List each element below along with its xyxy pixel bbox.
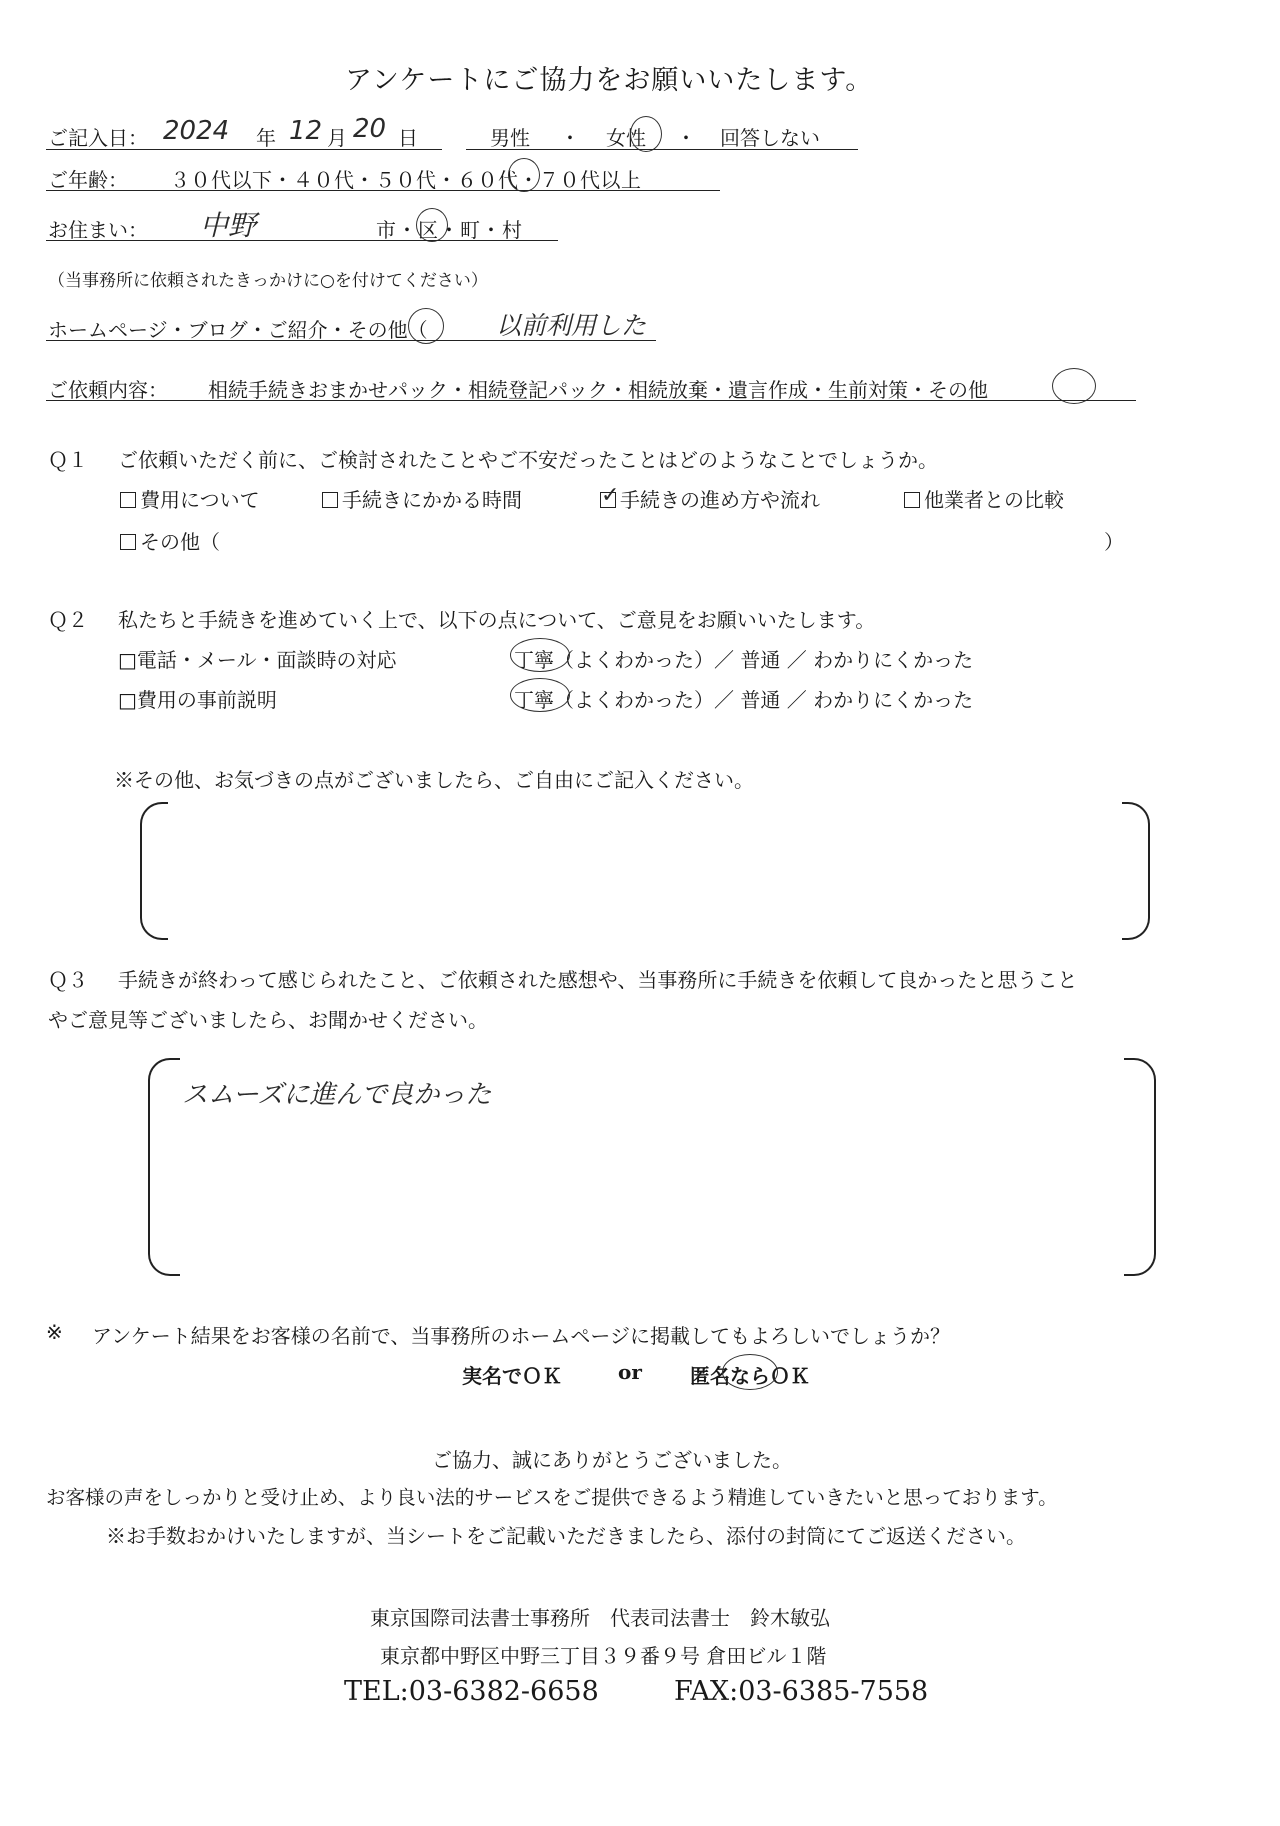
entry-date-day-unit: 日 bbox=[398, 126, 418, 150]
entry-date-month: 12 bbox=[289, 116, 323, 146]
q1-process-checkbox[interactable] bbox=[600, 483, 620, 508]
q2-comment-bracket-left bbox=[140, 802, 168, 940]
trigger-underline bbox=[46, 340, 656, 341]
q1-option-other[interactable] bbox=[120, 526, 220, 555]
q3-answer-bracket-right bbox=[1124, 1058, 1156, 1276]
publish-or: or bbox=[618, 1360, 642, 1384]
q1-compare-checkbox[interactable] bbox=[904, 492, 920, 508]
entry-date-label: ご記入日： bbox=[48, 126, 148, 150]
age-underline bbox=[46, 190, 720, 191]
residence-label: お住まい： bbox=[48, 218, 148, 242]
residence-underline bbox=[46, 240, 558, 241]
request-label: ご依頼内容： bbox=[48, 378, 168, 402]
q2-number: Ｑ２ bbox=[48, 608, 88, 632]
q1-option-cost[interactable] bbox=[120, 484, 260, 513]
q1-cost-checkbox[interactable] bbox=[120, 492, 136, 508]
q3-answer-bracket-left bbox=[148, 1058, 180, 1276]
entry-date-month-unit: 月 bbox=[327, 126, 347, 150]
gender-male[interactable]: 男性 bbox=[490, 126, 530, 150]
publish-anonymous-option[interactable]: 匿名ならＯＫ bbox=[690, 1364, 810, 1388]
gender-female-circle bbox=[630, 116, 662, 152]
q2-comment-bracket-right bbox=[1122, 802, 1150, 940]
age-60s-circle bbox=[508, 158, 540, 192]
q2-row1-label: □電話・メール・面談時の対応 bbox=[118, 648, 397, 672]
q1-question: ご依頼いただく前に、ご検討されたことやご不安だったことはどのようなことでしょうか。 bbox=[118, 448, 938, 472]
q2-row1-circle bbox=[510, 638, 570, 672]
q1-option-time[interactable] bbox=[322, 484, 522, 513]
trigger-options[interactable]: ホームページ・ブログ・ご紹介・その他（ bbox=[48, 318, 428, 342]
q2-note: ※その他、お気づきの点がございましたら、ご自由にご記入ください。 bbox=[114, 768, 754, 792]
footer-tel: TEL:03-6382-6658 bbox=[344, 1676, 599, 1707]
age-options[interactable]: ３０代以下・４０代・５０代・６０代・７０代以上 bbox=[170, 168, 642, 192]
q1-process-label: 手続きの進め方や流れ bbox=[620, 488, 820, 512]
check-icon: ✓ bbox=[601, 483, 620, 508]
q1-option-process[interactable] bbox=[600, 484, 820, 513]
q1-time-label: 手続きにかかる時間 bbox=[342, 488, 522, 512]
trigger-other-value: 以前利用した bbox=[496, 311, 647, 340]
entry-date-year-unit: 年 bbox=[256, 126, 276, 150]
q1-time-checkbox[interactable] bbox=[322, 492, 338, 508]
q2-row2-scale[interactable]: 丁寧（よくわかった）／ 普通 ／ わかりにくかった bbox=[514, 688, 974, 712]
q1-other-close: ） bbox=[1104, 530, 1124, 554]
q1-cost-label: 費用について bbox=[140, 488, 260, 512]
page-title: アンケートにご協力をお願いいたします。 bbox=[345, 65, 874, 96]
entry-date-underline bbox=[46, 149, 442, 150]
gender-female[interactable]: 女性 bbox=[606, 126, 646, 150]
trigger-note: （当事務所に依頼されたきっかけに○を付けてください） bbox=[48, 271, 488, 291]
closing-return-note: ※お手数おかけいたしますが、当シートをご記載いただきましたら、添付の封筒にてご返送ください。 bbox=[106, 1524, 1026, 1548]
footer-office: 東京国際司法書士事務所 代表司法書士 鈴木敏弘 bbox=[370, 1606, 830, 1630]
residence-ku-circle bbox=[416, 208, 448, 242]
q1-other-label: その他（ bbox=[140, 530, 220, 554]
q1-other-checkbox[interactable] bbox=[120, 534, 136, 550]
entry-date-year: 2024 bbox=[163, 116, 230, 146]
closing-message: お客様の声をしっかりと受け止め、より良い法的サービスをご提供できるよう精進していきたいと思っております。 bbox=[46, 1486, 1058, 1509]
age-label: ご年齢： bbox=[48, 168, 128, 192]
request-underline bbox=[46, 400, 1136, 401]
q1-option-compare[interactable] bbox=[904, 484, 1064, 513]
gender-no-answer[interactable]: 回答しない bbox=[720, 126, 820, 150]
publish-anonymous-circle bbox=[722, 1354, 778, 1390]
gender-sep-1: ・ bbox=[560, 126, 580, 150]
footer-fax: FAX:03-6385-7558 bbox=[674, 1676, 929, 1707]
residence-options[interactable]: 市・区・町・村 bbox=[376, 218, 523, 242]
gender-underline bbox=[466, 149, 858, 150]
footer-address: 東京都中野区中野三丁目３９番９号 倉田ビル１階 bbox=[380, 1644, 827, 1668]
q2-row2-label: □費用の事前説明 bbox=[118, 688, 277, 712]
residence-value: 中野 bbox=[200, 209, 257, 242]
gender-sep-2: ・ bbox=[676, 126, 696, 150]
q3-answer: スムーズに進んで良かった bbox=[182, 1080, 492, 1110]
entry-date-day: 20 bbox=[353, 114, 387, 144]
trigger-other-circle bbox=[408, 308, 444, 344]
q1-number: Ｑ１ bbox=[48, 448, 88, 472]
closing-thanks: ご協力、誠にありがとうございました。 bbox=[432, 1448, 792, 1472]
q3-number: Ｑ３ bbox=[48, 968, 88, 992]
request-options[interactable]: 相続手続きおまかせパック・相続登記パック・相続放棄・遺言作成・生前対策・その他 bbox=[208, 378, 988, 402]
q3-question: 手続きが終わって感じられたこと、ご依頼された感想や、当事務所に手続きを依頼して良かったと思うこと bbox=[118, 968, 1078, 992]
q2-row1-scale[interactable]: 丁寧（よくわかった）／ 普通 ／ わかりにくかった bbox=[514, 648, 974, 672]
q2-question: 私たちと手続きを進めていく上で、以下の点について、ご意見をお願いいたします。 bbox=[118, 608, 876, 632]
q1-compare-label: 他業者との比較 bbox=[924, 488, 1064, 512]
publish-mark: ※ bbox=[46, 1320, 63, 1344]
q2-row2-circle bbox=[510, 678, 570, 712]
request-other-circle bbox=[1052, 368, 1096, 404]
q3-question-cont: やご意見等ございましたら、お聞かせください。 bbox=[48, 1008, 488, 1032]
publish-real-name-option[interactable]: 実名でＯＫ bbox=[462, 1364, 562, 1388]
publish-question: アンケート結果をお客様の名前で、当事務所のホームページに掲載してもよろしいでしょうか？ bbox=[92, 1324, 950, 1348]
